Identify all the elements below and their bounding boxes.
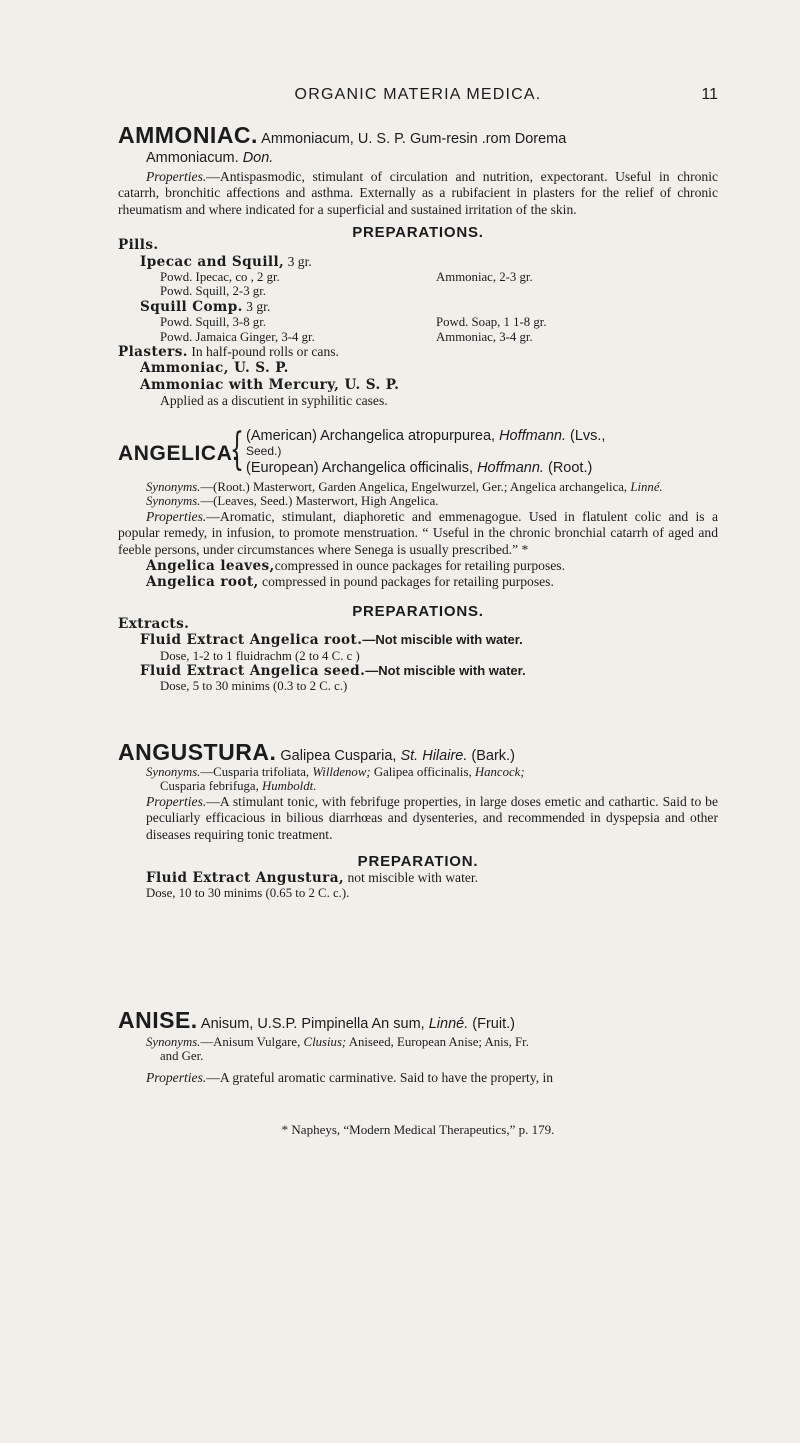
pill-squill-comp: Squill Comp. 3 gr. bbox=[140, 298, 271, 315]
footnote: * Napheys, “Modern Medical Therapeutics,” p. 179. bbox=[281, 1122, 555, 1137]
extract-angelica-seed-dose: Dose, 5 to 30 minims (0.3 to 2 C. c.) bbox=[160, 679, 348, 694]
angelica-european: (European) Archangelica officinalis, Hoffmann. (Root.) bbox=[246, 460, 593, 476]
pill-ipecac-ingredients: Powd. Ipecac, co , 2 gr. Ammoniac, 2-3 gr. bbox=[160, 270, 533, 285]
brace-glyph: { bbox=[230, 424, 244, 475]
extract-angelica-seed: Fluid Extract Angelica seed.—Not miscible with water. bbox=[140, 663, 526, 680]
angustura-heading: ANGUSTURA. Galipea Cusparia, St. Hilaire. (Bark.) bbox=[118, 739, 515, 765]
anise-synonyms: Synonyms.—Anisum Vulgare, Clusius; Aniseed, European Anise; Anis, Fr. bbox=[146, 1035, 529, 1049]
ammoniac-properties: Properties.—Antispasmodic, stimulant of circulation and nutrition, expectorant. Useful in chronic catarrh, bronchitic affections and asthma. Externally as a rubifacient in plasters for the relief of chronic rheumatism and where indicated for a superficial and sustained irritation of the skin. bbox=[118, 169, 718, 217]
angelica-preparations-title: PREPARATIONS. bbox=[352, 602, 484, 620]
ammoniac-heading bbox=[118, 122, 718, 148]
angelica-name: ANGELICA. bbox=[118, 442, 239, 465]
pill-squill-ingredients-2: Powd. Jamaica Ginger, 3-4 gr. Ammoniac, 3-4 gr. bbox=[160, 329, 533, 344]
angelica-american: (American) Archangelica atropurpurea, Hoffmann. (Lvs., bbox=[246, 428, 606, 444]
ammoniac-source: Ammoniacum. bbox=[146, 150, 239, 166]
angelica-american-parts: Seed.) bbox=[246, 444, 282, 458]
angustura-synonyms: Synonyms.—Cusparia trifoliata, Willdenow; Galipea officinalis, Hancock; bbox=[146, 765, 525, 779]
angelica-root: Angelica root, compressed in pound packages for retailing purposes. bbox=[146, 574, 554, 591]
angelica-properties: Properties.—Aromatic, stimulant, diaphoretic and emmenagogue. Used in flatulent colic and is a popular remedy, in infusion, to promote menstruation. “ Useful in the chronic bronchial catarrh of aged and feeble persons, under circumstances where Senega is usually prescribed.” * bbox=[118, 508, 718, 557]
anise-synonyms-2: and Ger. bbox=[160, 1049, 204, 1064]
plaster-ammoniac-usp: Ammoniac, U. S. P. bbox=[140, 360, 289, 377]
ammoniac-plasters: Plasters. In half-pound rolls or cans. bbox=[118, 344, 339, 361]
plaster-mercury-note: Applied as a discutient in syphilitic cases. bbox=[160, 393, 388, 409]
pill-ipecac-ingredients-2: Powd. Squill, 2-3 gr. bbox=[160, 284, 266, 299]
angustura-synonyms-2: Cusparia febrifuga, Humboldt. bbox=[160, 779, 317, 794]
pill-ipecac-squill: Ipecac and Squill, 3 gr. bbox=[140, 253, 312, 270]
angelica-synonyms-root: Synonyms.—(Root.) Masterwort, Garden Angelica, Engelwurzel, Ger.; Angelica archangelica, Linné. bbox=[146, 480, 663, 494]
extract-angelica-root: Fluid Extract Angelica root.—Not miscible with water. bbox=[140, 632, 523, 649]
entry-angelica bbox=[118, 424, 718, 694]
ammoniac-pills-label: Pills. bbox=[118, 237, 159, 254]
ammoniac-heading-line2 bbox=[118, 150, 718, 167]
page-number: 11 bbox=[701, 86, 718, 103]
angustura-name: ANGUSTURA. bbox=[118, 739, 277, 765]
pill-squill-ingredients: Powd. Squill, 3-8 gr. Powd. Soap, 1 1-8 gr. bbox=[160, 315, 547, 330]
ammoniac-author: Don. bbox=[242, 150, 274, 166]
extract-angelica-root-dose: Dose, 1-2 to 1 fluidrachm (2 to 4 C. c ) bbox=[160, 648, 360, 663]
plaster-ammoniac-mercury: Ammoniac with Mercury, U. S. P. bbox=[140, 376, 400, 393]
angelica-synonyms-leaves: Synonyms.—(Leaves, Seed.) Masterwort, High Angelica. bbox=[146, 494, 439, 509]
extract-angustura-dose: Dose, 10 to 30 minims (0.65 to 2 C. c.). bbox=[146, 886, 350, 901]
entry-anise bbox=[118, 1007, 718, 1086]
ammoniac-name: AMMONIAC. bbox=[118, 122, 258, 148]
angelica-extracts-label: Extracts. bbox=[118, 615, 190, 632]
anise-heading: ANISE. Anisum, U.S.P. Pimpinella An sum, Linné. (Fruit.) bbox=[118, 1007, 515, 1033]
entry-ammoniac bbox=[118, 122, 718, 410]
extract-angustura: Fluid Extract Angustura, not miscible with water. bbox=[146, 870, 479, 887]
angustura-properties: Properties.—A stimulant tonic, with febrifuge properties, in large doses emetic and cathartic. Said to be peculiarly efficacious in bilious diarrhœas and dysenteries, and recommended in dyspepsia and other diseases requiring tonic treatment. bbox=[146, 793, 718, 842]
entry-angustura bbox=[118, 739, 718, 901]
header-title: ORGANIC MATERIA MEDICA. bbox=[294, 86, 542, 103]
angustura-preparation-title: PREPARATION. bbox=[357, 853, 479, 871]
ammoniac-head-rest: Ammoniacum, U. S. P. Gum-resin .rom Dorema bbox=[261, 131, 567, 147]
angelica-leaves: Angelica leaves,compressed in ounce packages for retailing purposes. bbox=[146, 558, 565, 575]
angelica-heading bbox=[118, 424, 718, 476]
ammoniac-preparations-title: PREPARATIONS. bbox=[352, 224, 484, 242]
anise-properties: Properties.—A grateful aromatic carminative. Said to have the property, in bbox=[146, 1069, 554, 1085]
running-header bbox=[118, 86, 718, 106]
anise-name: ANISE. bbox=[118, 1007, 198, 1033]
